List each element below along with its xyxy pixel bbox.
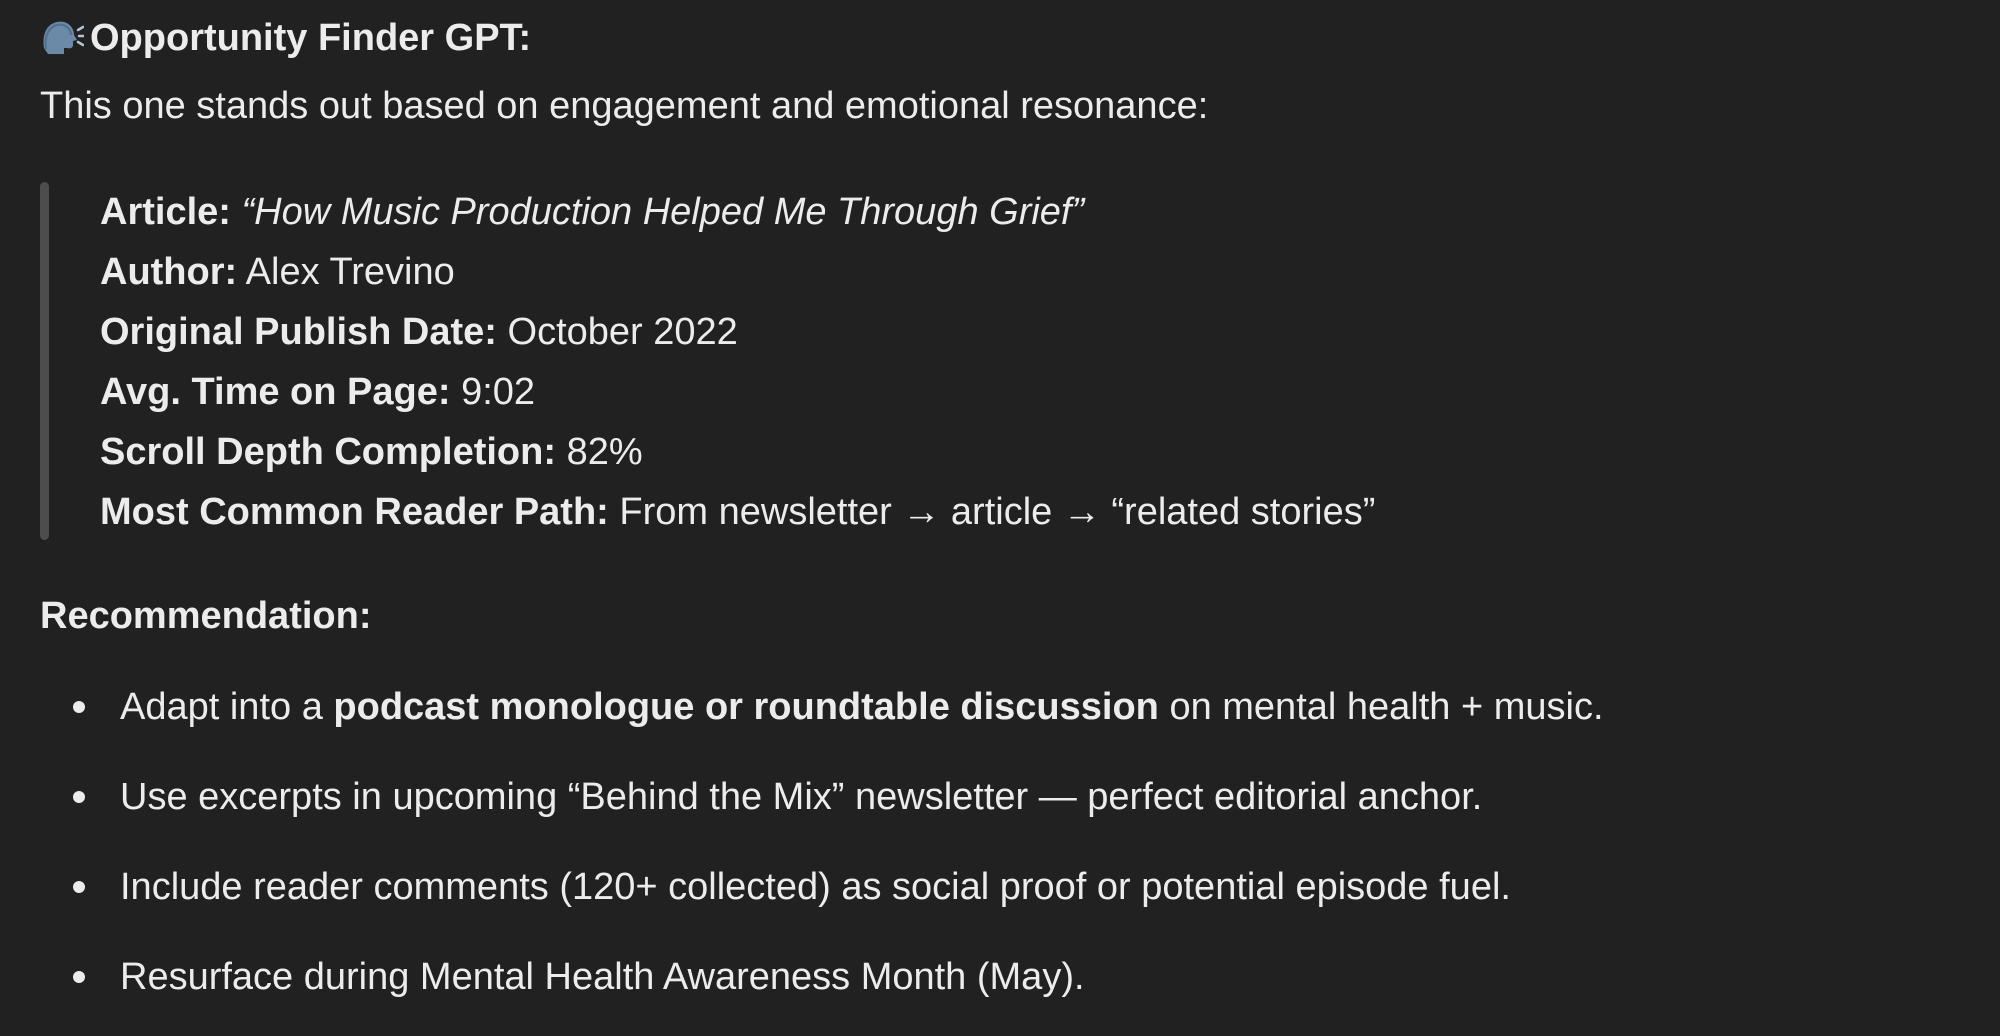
scroll-depth-label: Scroll Depth Completion:	[100, 431, 556, 473]
bullet-dot-icon	[73, 971, 85, 983]
publish-date-row	[100, 302, 1375, 362]
bullet-dot-icon	[73, 701, 85, 713]
list-item	[40, 856, 1604, 946]
intro-text: This one stands out based on engagement and emotional resonance:	[40, 85, 1209, 127]
bullet-dot-icon	[73, 791, 85, 803]
recommendation-heading: Recommendation:	[40, 595, 372, 637]
scroll-depth-value: 82%	[566, 431, 643, 473]
time-on-page-label: Avg. Time on Page:	[100, 371, 451, 413]
list-item-text: Include reader comments (120+ collected) as social proof or potential episode fuel.	[120, 866, 1511, 908]
list-item	[40, 766, 1604, 856]
author-label: Author:	[100, 251, 238, 293]
time-on-page-value: 9:02	[461, 371, 536, 413]
reader-path-label: Most Common Reader Path:	[100, 491, 609, 533]
list-item	[40, 946, 1604, 1036]
publish-date-value: October 2022	[507, 311, 738, 353]
speaking-head-icon	[40, 18, 84, 58]
list-item-text-after: on mental health + music.	[1158, 686, 1604, 728]
time-on-page-row	[100, 362, 1375, 422]
speaker-name: Opportunity Finder GPT:	[90, 16, 532, 59]
reader-path-row	[100, 482, 1375, 542]
recommendation-list	[40, 676, 1604, 1036]
list-item-bold-text: podcast monologue or roundtable discussion	[333, 686, 1159, 728]
speaker-header	[40, 14, 531, 62]
article-title: “How Music Production Helped Me Through Grief”	[241, 191, 1085, 233]
article-row	[100, 182, 1375, 242]
list-item-text-before: Adapt into a	[120, 686, 334, 728]
article-label: Article:	[100, 191, 231, 233]
reader-path-value: From newsletter → article → “related stories”	[619, 491, 1376, 533]
blockquote-bar	[40, 182, 49, 540]
bullet-dot-icon	[73, 881, 85, 893]
list-item	[40, 676, 1604, 766]
article-blockquote	[40, 182, 1640, 540]
publish-date-label: Original Publish Date:	[100, 311, 497, 353]
scroll-depth-row	[100, 422, 1375, 482]
author-row	[100, 242, 1375, 302]
list-item-text: Resurface during Mental Health Awareness Month (May).	[120, 956, 1085, 998]
author-value: Alex Trevino	[245, 251, 455, 293]
list-item-text: Use excerpts in upcoming “Behind the Mix” newsletter — perfect editorial anchor.	[120, 776, 1483, 818]
